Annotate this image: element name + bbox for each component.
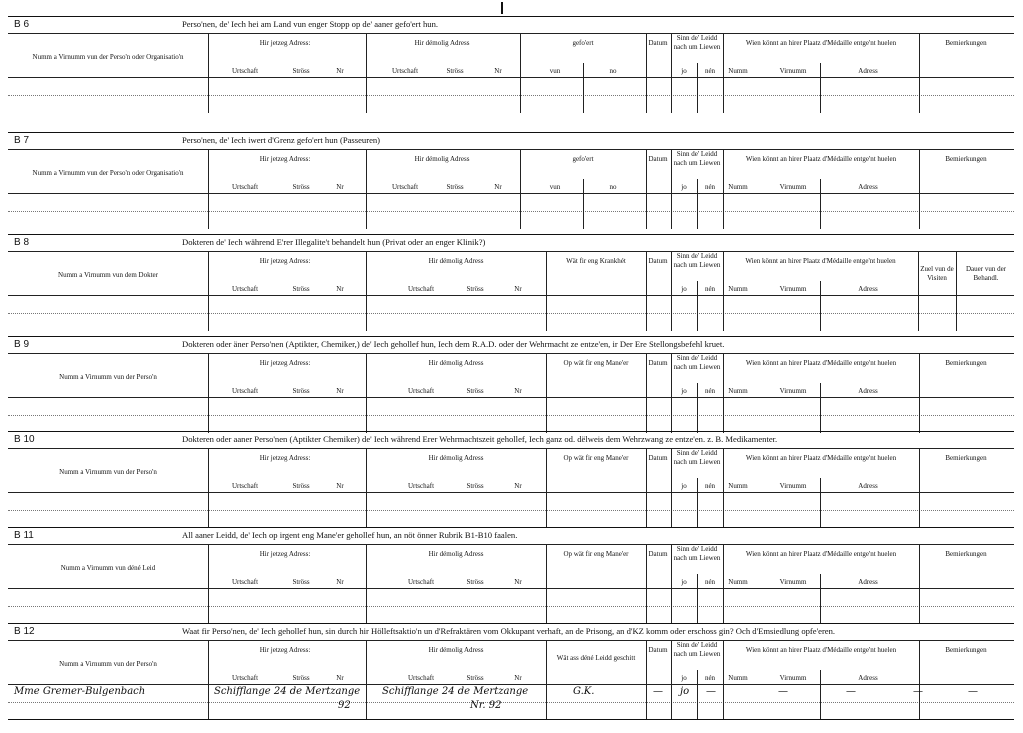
label-m-address: Adress <box>858 285 878 293</box>
label-to: no <box>609 67 617 75</box>
alive-split <box>697 63 698 113</box>
label-number: Nr <box>494 67 502 75</box>
entry-former-number: Nr. 92 <box>470 700 502 711</box>
label-died: Sinn de' Leidd nach um Liewen <box>673 449 721 466</box>
label-number: Nr <box>336 285 344 293</box>
medal-split <box>820 179 821 229</box>
label-duration: Dauer vun der Behandl. <box>965 265 1007 282</box>
header-top-line <box>8 149 1014 150</box>
label-name-person: Numm a Virnumm vun der Perso'n <box>59 468 157 476</box>
label-m-name: Numm <box>728 482 748 490</box>
header-bottom-line <box>8 193 1014 194</box>
label-current-address: Hir jetzeg Adress: <box>259 646 311 654</box>
column-divider <box>366 640 367 720</box>
label-number: Nr <box>336 183 344 191</box>
label-yes: jo <box>681 482 687 490</box>
column-divider <box>366 149 367 229</box>
header-bottom-line <box>8 492 1014 493</box>
label-locality: Urtschaft <box>231 674 259 682</box>
column-divider <box>671 251 672 331</box>
label-street: Ströss <box>292 183 310 191</box>
label-m-first: Virnumm <box>779 674 807 682</box>
label-visits: Zuel vun de Visiten <box>920 265 954 282</box>
section-title-bar <box>8 17 1014 33</box>
section-code: B 12 <box>14 626 35 637</box>
label-m-first: Virnumm <box>779 482 807 490</box>
label-remarks: Bemierkungen <box>945 39 987 47</box>
section-heading: All aaner Leidd, de' Iech op irgent eng Mane'er gehollef hun, an nöt önner Rubrik B1-B10 faalen. <box>182 530 518 540</box>
label-former-address: Hir démolig Adress <box>428 646 484 654</box>
column-divider <box>671 33 672 113</box>
label-from: vun <box>549 183 561 191</box>
label-medal: Wien könnt an hirer Plaatz d'Médaille entge'nt huelen <box>745 550 897 558</box>
label-remarks: Bemierkungen <box>945 359 987 367</box>
section-code: B 11 <box>14 530 34 541</box>
label-no: nén <box>704 674 716 682</box>
label-street: Ströss <box>466 387 484 395</box>
column-divider <box>546 544 547 624</box>
alive-split <box>697 281 698 331</box>
label-to: no <box>609 183 617 191</box>
header-top-line <box>8 353 1014 354</box>
label-m-name: Numm <box>728 387 748 395</box>
label-no: nén <box>704 285 716 293</box>
label-number: Nr <box>514 285 522 293</box>
label-yes: jo <box>681 285 687 293</box>
section-heading: Waat fir Perso'nen, de' Iech gehollef hun, sin durch hir Hölleftsaktio'n un d'Refraktären vom Okkupant verhaft, an de Prisong, an d'KZ komm oder erschoss gin? Och d'Emsiedlung opfe'eren. <box>182 626 836 636</box>
label-remarks: Bemierkungen <box>945 155 987 163</box>
column-divider <box>723 149 724 229</box>
column-divider <box>723 640 724 720</box>
label-yes: jo <box>681 387 687 395</box>
column-divider <box>646 448 647 528</box>
entry-line <box>8 211 1014 212</box>
section-heading: Dokteren oder äner Perso'nen (Aptikter, Chemiker,) de' Iech gehollef hun, Iech dem R.A.D. oder der Wehrmacht ze entze'en, ir Der Ere Stellongsbefehl kruet. <box>182 339 725 349</box>
label-date: Datum <box>648 646 668 654</box>
label-no: nén <box>704 67 716 75</box>
medal-split <box>820 574 821 624</box>
label-date: Datum <box>648 155 668 163</box>
section-heading: Dokteren de' Iech während E'rer Illegalite't behandelt hun (Privat oder an enger Klinik?) <box>182 237 486 247</box>
label-date: Datum <box>648 257 668 265</box>
header-top-line <box>8 640 1014 641</box>
label-locality: Urtschaft <box>407 387 435 395</box>
label-date: Datum <box>648 454 668 462</box>
label-m-address: Adress <box>858 578 878 586</box>
label-former-address: Hir démolig Adress <box>428 454 484 462</box>
entry-medal-name: — <box>778 686 788 697</box>
label-m-first: Virnumm <box>779 285 807 293</box>
header-top-line <box>8 251 1014 252</box>
section-heading: Perso'nen, de' Iech iwert d'Grenz gefo'ert hun (Passeuren) <box>182 135 381 145</box>
column-divider <box>919 149 920 229</box>
label-street: Ströss <box>292 482 310 490</box>
section-heading: Dokteren oder aaner Perso'nen (Aptikter Chemiker) de' Iech während Erer Wehrmachtszeit gehollef, Iech ganz od. dëlweis dem Wehrzwang ze entze'en. z. B. Medikamenter. <box>182 434 778 444</box>
header-bottom-line <box>8 684 1014 685</box>
label-medal: Wien könnt an hirer Plaatz d'Médaille entge'nt huelen <box>745 257 896 265</box>
alive-split <box>697 670 698 720</box>
column-divider <box>646 33 647 113</box>
entry-alive-no: — <box>706 686 716 697</box>
label-died: Sinn de' Leidd nach um Liewen <box>673 150 721 167</box>
column-divider <box>520 149 521 229</box>
label-number: Nr <box>514 578 522 586</box>
label-locality: Urtschaft <box>231 183 259 191</box>
column-divider <box>671 448 672 528</box>
column-divider <box>919 640 920 720</box>
label-yes: jo <box>681 183 687 191</box>
label-driven: gefo'ert <box>572 155 594 163</box>
label-locality: Urtschaft <box>407 482 435 490</box>
label-yes: jo <box>681 674 687 682</box>
label-from: vun <box>549 67 561 75</box>
label-died: Sinn de' Leidd nach um Liewen <box>673 354 721 371</box>
section-code: B 6 <box>14 19 30 30</box>
alive-split <box>697 383 698 433</box>
label-former-address: Hir démolig Adress <box>414 155 470 163</box>
label-m-name: Numm <box>728 285 748 293</box>
label-former-address: Hir démolig Adress <box>428 550 484 558</box>
column-divider <box>723 33 724 113</box>
label-locality: Urtschaft <box>231 387 259 395</box>
label-locality: Urtschaft <box>231 482 259 490</box>
column-divider <box>366 33 367 113</box>
label-manner: Op wät fir eng Mane'er <box>563 359 629 367</box>
header-bottom-line <box>8 295 1014 296</box>
entry-line <box>8 510 1014 511</box>
medal-split <box>820 383 821 433</box>
column-divider <box>546 251 547 331</box>
section-b12 <box>8 623 1014 720</box>
section-code: B 9 <box>14 339 30 350</box>
label-locality: Urtschaft <box>391 67 419 75</box>
label-former-address: Hir démolig Adress <box>428 257 484 265</box>
label-current-address: Hir jetzeg Adress: <box>259 155 311 163</box>
column-divider <box>671 149 672 229</box>
top-tick-mark <box>501 2 503 14</box>
header-bottom-line <box>8 77 1014 78</box>
label-number: Nr <box>336 482 344 490</box>
column-divider <box>646 640 647 720</box>
label-m-name: Numm <box>728 67 748 75</box>
label-m-first: Virnumm <box>779 183 807 191</box>
label-street: Ströss <box>466 285 484 293</box>
section-b9 <box>8 336 1014 433</box>
column-divider <box>919 544 920 624</box>
label-medal: Wien könnt an hirer Plaatz d'Médaille entge'nt huelen <box>745 359 897 367</box>
label-no: nén <box>704 387 716 395</box>
label-number: Nr <box>514 674 522 682</box>
label-date: Datum <box>648 550 668 558</box>
column-divider <box>723 251 724 331</box>
entry-line <box>8 95 1014 96</box>
alive-split <box>697 574 698 624</box>
column-divider <box>646 353 647 433</box>
label-street: Ströss <box>466 674 484 682</box>
section-code: B 8 <box>14 237 30 248</box>
label-current-address: Hir jetzeg Adress: <box>259 454 311 462</box>
entry-current-number: 92 <box>338 700 351 711</box>
label-locality: Urtschaft <box>231 578 259 586</box>
from-to-split <box>583 63 584 113</box>
section-code: B 10 <box>14 434 35 445</box>
label-m-address: Adress <box>858 183 878 191</box>
label-street: Ströss <box>466 482 484 490</box>
form-bottom-line <box>8 719 1014 720</box>
section-title-bar <box>8 624 1014 640</box>
section-b10 <box>8 431 1014 528</box>
column-divider <box>646 251 647 331</box>
column-divider <box>208 353 209 433</box>
column-divider <box>646 149 647 229</box>
label-yes: jo <box>681 67 687 75</box>
medal-split <box>820 281 821 331</box>
label-illness: Wät fir eng Krankhét <box>566 257 626 265</box>
section-b11 <box>8 527 1014 624</box>
label-number: Nr <box>514 482 522 490</box>
label-no: nén <box>704 183 716 191</box>
label-m-name: Numm <box>728 674 748 682</box>
column-divider <box>366 544 367 624</box>
label-yes: jo <box>681 578 687 586</box>
section-heading: Perso'nen, de' Iech hei am Land vun enger Stopp op de' aaner gefo'ert hun. <box>182 19 439 29</box>
label-number: Nr <box>336 67 344 75</box>
column-divider <box>546 353 547 433</box>
entry-line <box>8 702 1014 703</box>
label-number: Nr <box>336 387 344 395</box>
column-divider <box>520 33 521 113</box>
entry-line <box>8 606 1014 607</box>
label-manner: Op wät fir eng Mane'er <box>563 454 629 462</box>
label-what-happened: Wät ass déné Leidd geschitt <box>556 654 636 662</box>
label-m-name: Numm <box>728 578 748 586</box>
entry-name: Mme Gremer-Bulgenbach <box>14 686 146 697</box>
column-divider <box>919 448 920 528</box>
column-divider <box>919 353 920 433</box>
entry-line <box>8 313 1014 314</box>
label-street: Ströss <box>292 387 310 395</box>
column-divider <box>671 544 672 624</box>
section-title-bar <box>8 432 1014 448</box>
label-locality: Urtschaft <box>407 674 435 682</box>
entry-former-address: Schifflange 24 de Mertzange <box>382 686 529 697</box>
label-locality: Urtschaft <box>231 67 259 75</box>
label-locality: Urtschaft <box>407 578 435 586</box>
header-bottom-line <box>8 588 1014 589</box>
column-divider <box>546 640 547 720</box>
label-locality: Urtschaft <box>407 285 435 293</box>
label-m-address: Adress <box>858 67 878 75</box>
column-divider <box>208 33 209 113</box>
label-m-first: Virnumm <box>779 387 807 395</box>
label-locality: Urtschaft <box>231 285 259 293</box>
label-current-address: Hir jetzeg Adress: <box>259 257 311 265</box>
column-divider <box>208 251 209 331</box>
medal-split <box>820 478 821 528</box>
entry-date: — <box>653 686 663 697</box>
medal-split <box>820 670 821 720</box>
label-medal: Wien könnt an hirer Plaatz d'Médaille entge'nt huelen <box>745 646 897 654</box>
entry-alive-yes: jo <box>680 686 690 697</box>
column-divider <box>546 448 547 528</box>
label-m-first: Virnumm <box>779 67 807 75</box>
label-street: Ströss <box>292 578 310 586</box>
column-divider <box>723 353 724 433</box>
label-remarks: Bemierkungen <box>945 454 987 462</box>
label-m-first: Virnumm <box>779 578 807 586</box>
section-title-bar <box>8 337 1014 353</box>
label-current-address: Hir jetzeg Adress: <box>259 550 311 558</box>
label-medal: Wien könnt an hirer Plaatz d'Médaille entge'nt huelen <box>745 155 897 163</box>
column-divider <box>646 544 647 624</box>
label-m-address: Adress <box>858 387 878 395</box>
label-remarks: Bemierkungen <box>945 550 987 558</box>
entry-remarks: — <box>968 686 978 697</box>
column-divider <box>208 640 209 720</box>
header-bottom-line <box>8 397 1014 398</box>
entry-medal-address: — <box>913 686 923 697</box>
section-b7 <box>8 132 1014 229</box>
label-died: Sinn de' Leidd nach um Liewen <box>673 641 721 658</box>
label-name-person: Numm a Virnumm vun der Perso'n <box>59 373 157 381</box>
column-divider <box>208 448 209 528</box>
section-b6 <box>8 16 1014 113</box>
label-died: Sinn de' Leidd nach um Liewen <box>673 252 721 269</box>
header-top-line <box>8 544 1014 545</box>
column-divider <box>366 448 367 528</box>
label-number: Nr <box>336 578 344 586</box>
label-locality: Urtschaft <box>391 183 419 191</box>
section-title-bar <box>8 133 1014 149</box>
column-divider <box>671 353 672 433</box>
column-divider <box>723 448 724 528</box>
from-to-split <box>583 179 584 229</box>
label-medal: Wien könnt an hirer Plaatz d'Médaille entge'nt huelen <box>745 454 897 462</box>
label-manner: Op wät fir eng Mane'er <box>563 550 629 558</box>
label-street: Ströss <box>292 674 310 682</box>
label-name-doctor: Numm a Virnumm vun dem Dokter <box>58 271 158 279</box>
label-number: Nr <box>494 183 502 191</box>
column-divider <box>208 149 209 229</box>
label-former-address: Hir démolig Adress <box>428 359 484 367</box>
header-top-line <box>8 33 1014 34</box>
header-top-line <box>8 448 1014 449</box>
label-name-people: Numm a Virnumm vun déné Leid <box>60 564 156 572</box>
label-street: Ströss <box>292 67 310 75</box>
section-code: B 7 <box>14 135 30 146</box>
section-b8 <box>8 234 1014 331</box>
column-divider <box>208 544 209 624</box>
label-no: nén <box>704 578 716 586</box>
label-m-address: Adress <box>858 482 878 490</box>
column-divider <box>671 640 672 720</box>
entry-current-address: Schifflange 24 de Mertzange <box>214 686 361 697</box>
label-former-address: Hir démolig Adress <box>414 39 470 47</box>
label-remarks: Bemierkungen <box>945 646 987 654</box>
label-name-org: Numm a Virnumm vun der Perso'n oder Organisatio'n <box>32 53 184 61</box>
label-street: Ströss <box>466 578 484 586</box>
label-street: Ströss <box>446 67 464 75</box>
label-m-name: Numm <box>728 183 748 191</box>
label-street: Ströss <box>292 285 310 293</box>
label-current-address: Hir jetzeg Adress: <box>259 39 311 47</box>
alive-split <box>697 478 698 528</box>
label-current-address: Hir jetzeg Adress: <box>259 359 311 367</box>
label-died: Sinn de' Leidd nach um Liewen <box>673 34 721 51</box>
label-street: Ströss <box>446 183 464 191</box>
label-died: Sinn de' Leidd nach um Liewen <box>673 545 721 562</box>
label-date: Datum <box>648 359 668 367</box>
label-m-address: Adress <box>858 674 878 682</box>
label-name-person: Numm a Virnumm vun der Perso'n <box>59 660 157 668</box>
label-number: Nr <box>336 674 344 682</box>
section-title-bar <box>8 528 1014 544</box>
column-divider <box>366 251 367 331</box>
column-divider <box>956 251 957 331</box>
alive-split <box>697 179 698 229</box>
column-divider <box>919 33 920 113</box>
label-name-org: Numm a Virnumm vun der Perso'n oder Organisatio'n <box>32 169 184 177</box>
column-divider <box>366 353 367 433</box>
label-no: nén <box>704 482 716 490</box>
entry-what-happened: G.K. <box>573 686 595 697</box>
section-title-bar <box>8 235 1014 251</box>
medal-split <box>820 63 821 113</box>
label-medal: Wien könnt an hirer Plaatz d'Médaille entge'nt huelen <box>745 39 897 47</box>
label-number: Nr <box>514 387 522 395</box>
label-date: Datum <box>648 39 668 47</box>
entry-line <box>8 415 1014 416</box>
label-driven: gefo'ert <box>572 39 594 47</box>
column-divider <box>918 251 919 331</box>
column-divider <box>723 544 724 624</box>
entry-medal-first: — <box>846 686 856 697</box>
